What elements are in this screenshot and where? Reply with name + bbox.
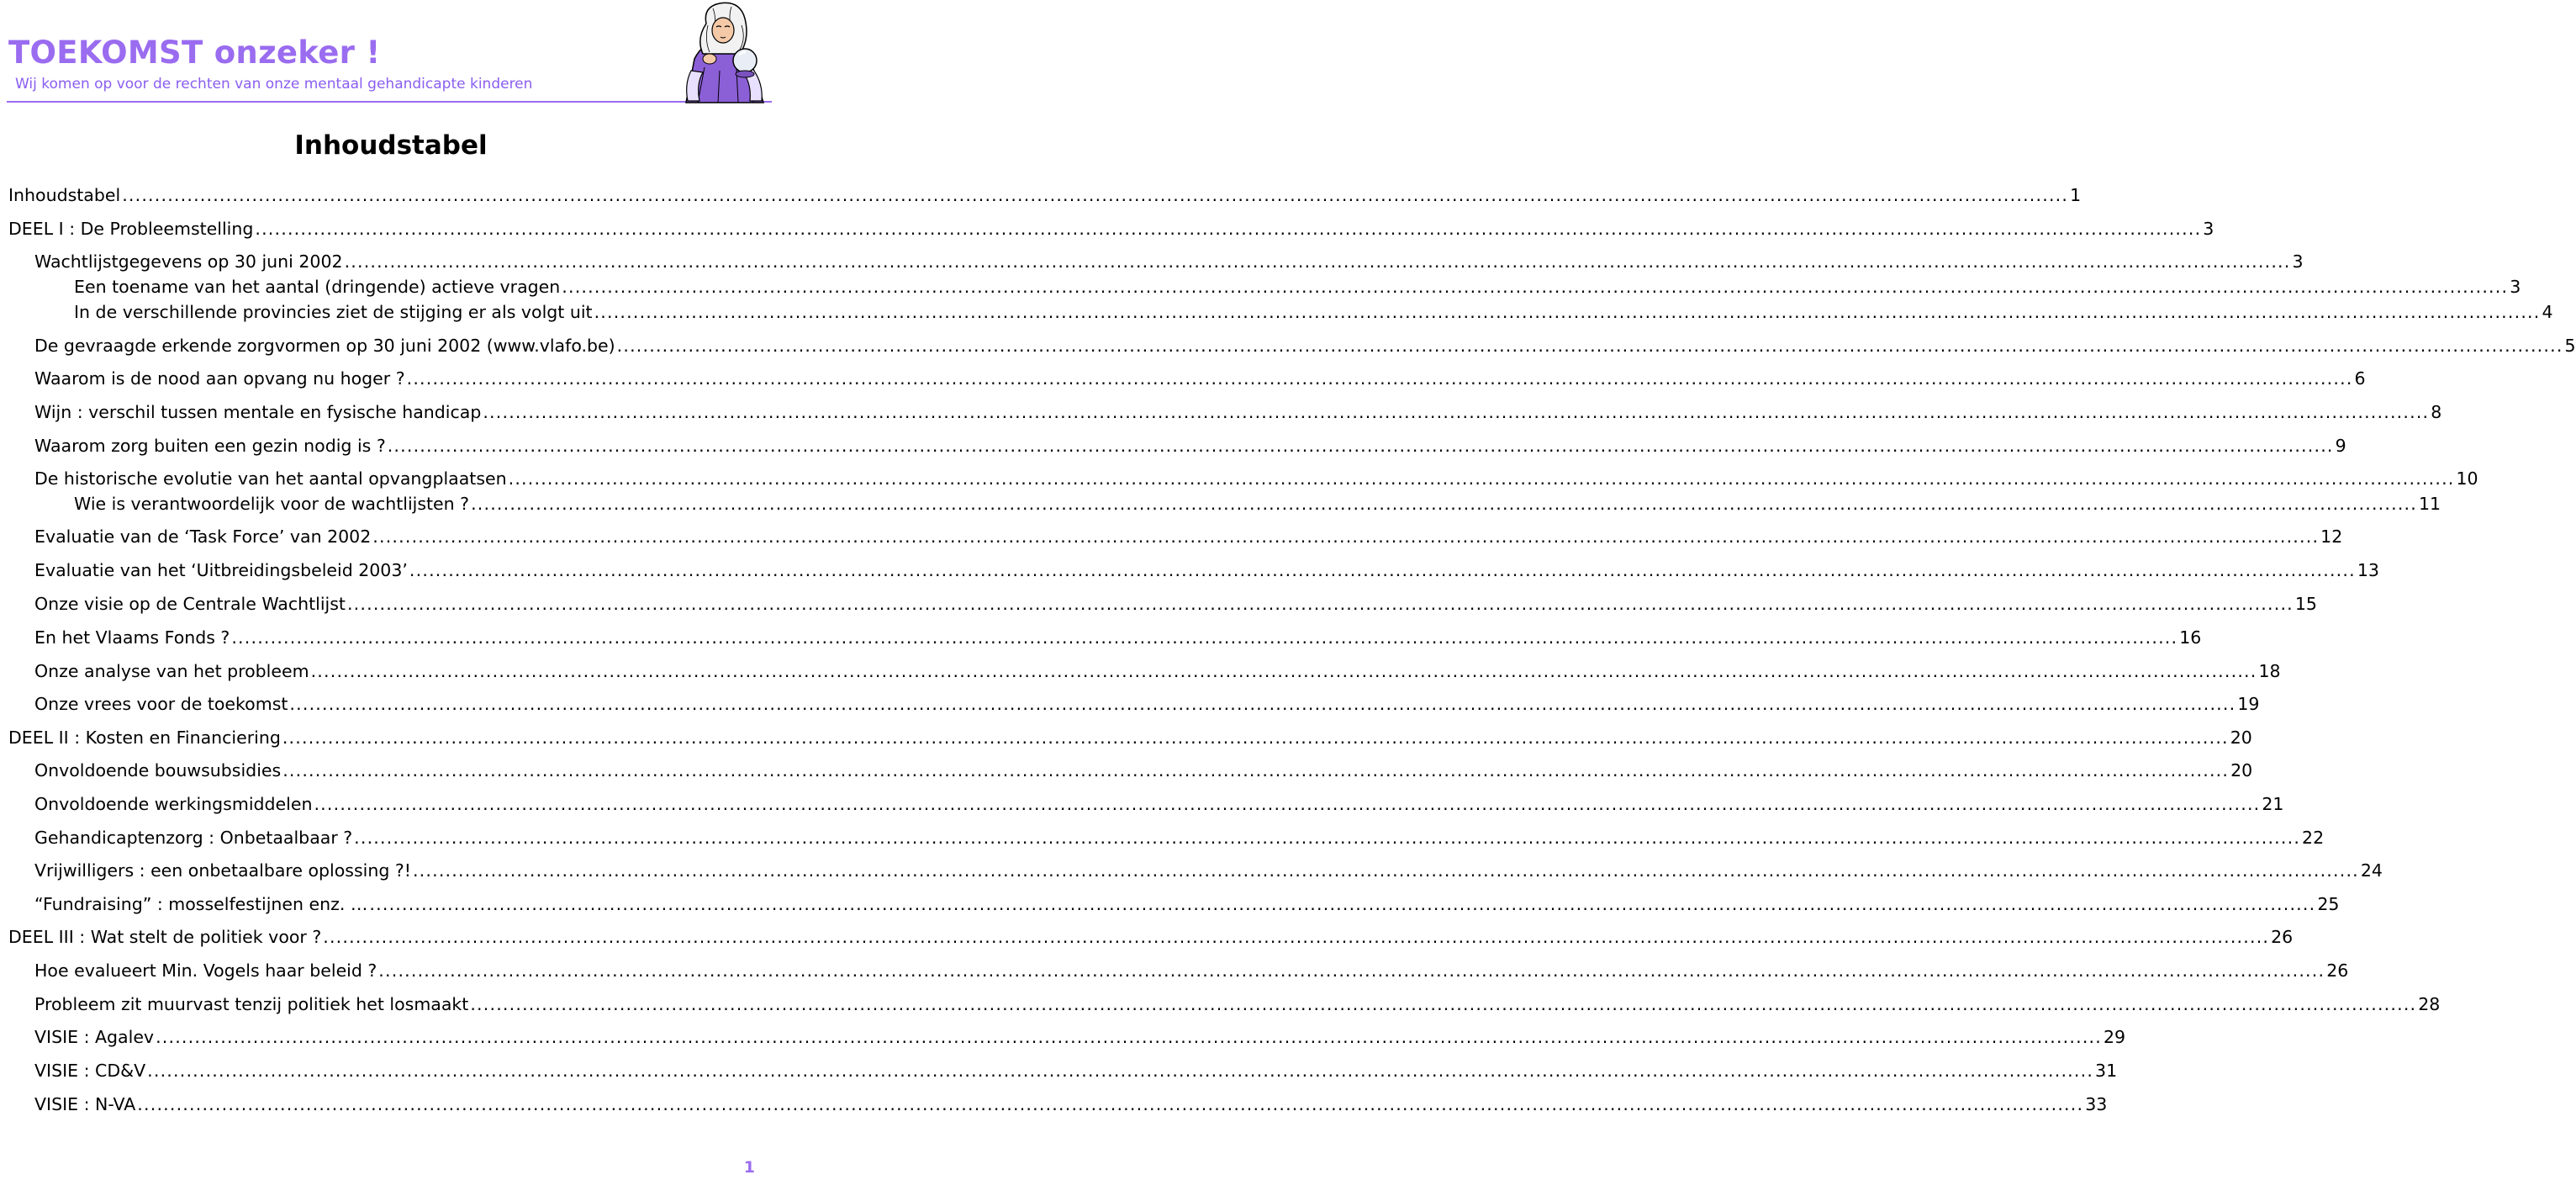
toc-entry-title: Hoe evalueert Min. Vogels haar beleid ? — [34, 960, 377, 981]
toc-entry-page-number: 19 — [2237, 694, 2260, 714]
toc-dot-leader: ............................................................................................................................................................................................................................................................................................................ — [289, 694, 2236, 714]
toc-dot-leader: ............................................................................................................................................................................................................................................................................................................ — [470, 994, 2417, 1014]
toc-entry[interactable] — [34, 860, 2383, 881]
toc-entry-title: Wachtlijstgegevens op 30 juni 2002 — [34, 251, 343, 272]
toc-dot-leader: ............................................................................................................................................................................................................................................................................................................ — [372, 527, 2320, 547]
toc-dot-leader: ............................................................................................................................................................................................................................................................................................................ — [378, 960, 2325, 981]
toc-dot-leader: ............................................................................................................................................................................................................................................................................................................ — [594, 302, 2541, 322]
toc-entry-title: Evaluatie van het ‘Uitbreidingsbeleid 2003’ — [34, 560, 408, 580]
toc-dot-leader: ............................................................................................................................................................................................................................................................................................................ — [156, 1027, 2102, 1047]
toc-entry-title: De gevraagde erkende zorgvormen op 30 juni 2002 (www.vlafo.be) — [34, 336, 615, 356]
toc-entry-title: Probleem zit muurvast tenzij politiek het losmaakt — [34, 994, 469, 1014]
toc-entry[interactable] — [34, 559, 2379, 581]
toc-entry-page-number: 26 — [2271, 927, 2294, 947]
toc-entry-page-number: 25 — [2317, 894, 2340, 914]
toc-entry-page-number: 29 — [2103, 1027, 2126, 1047]
toc-entry-page-number: 28 — [2418, 994, 2441, 1014]
toc-entry-page-number: 22 — [2302, 828, 2325, 848]
toc-entry-title: DEEL II : Kosten en Financiering — [8, 728, 281, 748]
toc-entry-title: Vrijwilligers : een onbetaalbare oplossing ?! — [34, 860, 411, 881]
toc-entry[interactable] — [34, 827, 2325, 849]
toc-entry[interactable] — [34, 660, 2281, 682]
toc-dot-leader: ............................................................................................................................................................................................................................................................................................................ — [562, 277, 2509, 297]
toc-entry[interactable] — [34, 335, 2576, 357]
toc-entry-title: “Fundraising” : mosselfestijnen enz. … — [34, 894, 368, 914]
toc-entry-page-number: 3 — [2510, 277, 2521, 297]
toc-entry-title: Wie is verantwoordelijk voor de wachtlijsten ? — [74, 494, 470, 514]
toc-entry-page-number: 20 — [2230, 760, 2253, 780]
toc-dot-leader: ............................................................................................................................................................................................................................................................................................................ — [346, 594, 2294, 614]
toc-entry-page-number: 3 — [2203, 219, 2214, 239]
toc-dot-leader: ............................................................................................................................................................................................................................................................................................................ — [483, 402, 2430, 422]
toc-entry-title: De historische evolutie van het aantal opvangplaatsen — [34, 468, 507, 489]
toc-entry[interactable] — [8, 926, 2294, 948]
toc-entry-title: Wijn : verschil tussen mentale en fysische handicap — [34, 402, 482, 422]
brand-subtitle: Wij komen op voor de rechten van onze mentaal gehandicapte kinderen — [15, 76, 533, 93]
toc-entry-title: Onvoldoende werkingsmiddelen — [34, 794, 313, 814]
toc-entry-title: VISIE : N-VA — [34, 1094, 136, 1114]
toc-entry-page-number: 11 — [2418, 494, 2441, 514]
toc-entry-page-number: 8 — [2431, 402, 2442, 422]
toc-dot-leader: ............................................................................................................................................................................................................................................................................................................ — [406, 368, 2353, 389]
toc-entry-page-number: 12 — [2320, 527, 2343, 547]
toc-entry[interactable] — [74, 276, 2521, 298]
toc-dot-leader: ............................................................................................................................................................................................................................................................................................................ — [369, 894, 2316, 914]
toc-dot-leader: ............................................................................................................................................................................................................................................................................................................ — [314, 794, 2261, 814]
toc-entry[interactable] — [34, 435, 2346, 457]
toc-entry-title: Onze visie op de Centrale Wachtlijst — [34, 594, 346, 614]
toc-entry-page-number: 3 — [2292, 251, 2304, 272]
toc-entry-page-number: 18 — [2258, 661, 2281, 681]
toc-entry-title: Gehandicaptenzorg : Onbetaalbaar ? — [34, 828, 353, 848]
toc-entry[interactable] — [34, 793, 2284, 815]
document-title: Inhoudstabel — [294, 130, 488, 161]
toc-entry[interactable] — [74, 493, 2441, 515]
toc-entry-page-number: 33 — [2085, 1094, 2108, 1114]
toc-entry-page-number: 24 — [2360, 860, 2383, 881]
toc-dot-leader: ............................................................................................................................................................................................................................................................................................................ — [508, 468, 2455, 489]
toc-entry-title: DEEL I : De Probleemstelling — [8, 219, 254, 239]
toc-entry[interactable] — [34, 1026, 2126, 1048]
toc-entry[interactable] — [34, 960, 2349, 982]
toc-entry[interactable] — [34, 1060, 2118, 1082]
toc-entry-page-number: 31 — [2095, 1061, 2118, 1081]
toc-dot-leader: ............................................................................................................................................................................................................................................................................................................ — [354, 828, 2301, 848]
toc-entry[interactable] — [34, 526, 2343, 548]
toc-entry-title: Een toename van het aantal (dringende) actieve vragen — [74, 277, 561, 297]
toc-dot-leader: ............................................................................................................................................................................................................................................................................................................ — [409, 560, 2356, 580]
toc-dot-leader: ............................................................................................................................................................................................................................................................................................................ — [231, 627, 2178, 648]
toc-entry[interactable] — [8, 727, 2252, 749]
toc-entry[interactable] — [34, 993, 2441, 1015]
toc-dot-leader: ............................................................................................................................................................................................................................................................................................................ — [412, 860, 2359, 881]
toc-entry-title: VISIE : Agalev — [34, 1027, 155, 1047]
toc-entry-title: VISIE : CD&V — [34, 1061, 146, 1081]
toc-entry-title: En het Vlaams Fonds ? — [34, 627, 230, 648]
toc-entry[interactable] — [34, 468, 2478, 489]
toc-dot-leader: ............................................................................................................................................................................................................................................................................................................ — [282, 728, 2229, 748]
toc-entry-title: Onvoldoende bouwsubsidies — [34, 760, 282, 780]
toc-entry[interactable] — [8, 218, 2214, 240]
toc-dot-leader: ............................................................................................................................................................................................................................................................................................................ — [471, 494, 2417, 514]
toc-entry-title: In de verschillende provincies ziet de stijging er als volgt uit — [74, 302, 593, 322]
toc-entry-page-number: 9 — [2335, 436, 2346, 456]
toc-dot-leader: ............................................................................................................................................................................................................................................................................................................ — [387, 436, 2334, 456]
toc-entry-title: Inhoudstabel — [8, 185, 121, 205]
toc-entry-page-number: 6 — [2354, 368, 2366, 389]
toc-dot-leader: ............................................................................................................................................................................................................................................................................................................ — [323, 927, 2270, 947]
toc-dot-leader: ............................................................................................................................................................................................................................................................................................................ — [122, 185, 2069, 205]
toc-entry[interactable] — [74, 301, 2553, 323]
toc-entry[interactable] — [34, 627, 2202, 648]
toc-entry[interactable] — [34, 1093, 2108, 1115]
toc-entry[interactable] — [34, 368, 2366, 389]
toc-dot-leader: ............................................................................................................................................................................................................................................................................................................ — [137, 1094, 2084, 1114]
toc-entry-page-number: 15 — [2294, 594, 2317, 614]
toc-dot-leader: ............................................................................................................................................................................................................................................................................................................ — [255, 219, 2202, 239]
toc-entry-title: Waarom is de nood aan opvang nu hoger ? — [34, 368, 405, 389]
toc-dot-leader: ............................................................................................................................................................................................................................................................................................................ — [282, 760, 2230, 780]
toc-dot-leader: ............................................................................................................................................................................................................................................................................................................ — [147, 1061, 2094, 1081]
toc-entry-title: DEEL III : Wat stelt de politiek voor ? — [8, 927, 322, 947]
toc-entry-title: Onze vrees voor de toekomst — [34, 694, 288, 714]
toc-dot-leader: ............................................................................................................................................................................................................................................................................................................ — [616, 336, 2563, 356]
toc-entry-page-number: 1 — [2070, 185, 2082, 205]
toc-entry[interactable] — [34, 693, 2260, 715]
toc-dot-leader: ............................................................................................................................................................................................................................................................................................................ — [310, 661, 2257, 681]
toc-entry-title: Waarom zorg buiten een gezin nodig is ? — [34, 436, 386, 456]
toc-entry[interactable] — [34, 401, 2442, 423]
toc-entry[interactable] — [34, 893, 2340, 915]
toc-entry[interactable] — [34, 593, 2317, 615]
toc-entry[interactable] — [34, 251, 2304, 273]
toc-entry-page-number: 5 — [2564, 336, 2576, 356]
toc-entry[interactable] — [34, 759, 2253, 781]
toc-entry-title: Onze analyse van het probleem — [34, 661, 309, 681]
toc-entry[interactable] — [8, 184, 2082, 206]
toc-entry-page-number: 10 — [2456, 468, 2478, 489]
page-number: 1 — [743, 1158, 755, 1177]
toc-entry-page-number: 21 — [2262, 794, 2284, 814]
toc-entry-page-number: 4 — [2542, 302, 2553, 322]
brand-title: TOEKOMST onzeker ! — [8, 34, 381, 71]
toc-entry-page-number: 13 — [2357, 560, 2379, 580]
toc-entry-page-number: 26 — [2326, 960, 2349, 981]
toc-entry-title: Evaluatie van de ‘Task Force’ van 2002 — [34, 527, 372, 547]
toc-dot-leader: ............................................................................................................................................................................................................................................................................................................ — [344, 251, 2291, 272]
toc-entry-page-number: 20 — [2230, 728, 2252, 748]
toc-entry-page-number: 16 — [2179, 627, 2202, 648]
